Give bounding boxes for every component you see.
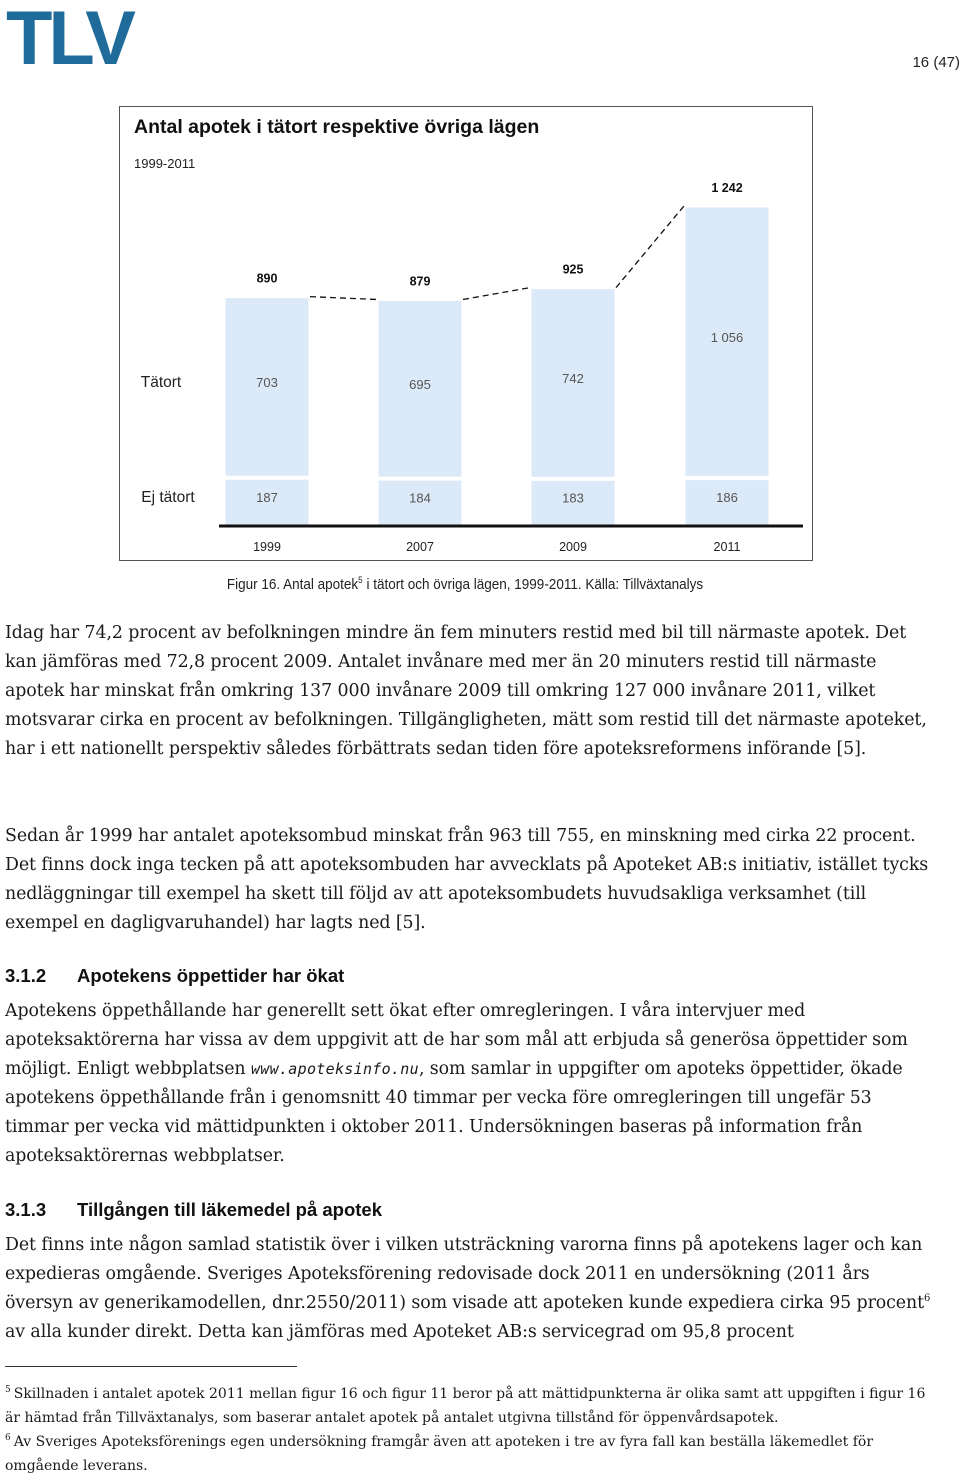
chart-subtitle: 1999-2011 (134, 156, 196, 171)
paragraph-text-start: Det finns inte någon samlad statistik över i vilken utsträckning varorna finns på apotekens lager och kan expedieras omgående. Sveriges Apoteksförening redovisade dock 2011 en undersökning (2011 års översyn av generikamodellen, dnr.2550/2011) som visade att apoteken kunde expediera cirka 95 procent (5, 1235, 924, 1313)
footnote-mark: 6 (5, 1433, 11, 1444)
footnote-mark: 5 (5, 1385, 11, 1396)
total-label: 890 (256, 271, 278, 286)
data-label: 187 (256, 489, 278, 505)
paragraph-text-end: , som samlar in uppgifter om apoteks öppettider, ökade apotekens öppethållande från i genomsnitt 40 timmar per vecka före omregleringen till ungefär 53 timmar per vecka vid mättidpunkten i oktober 2011. Undersökningen baseras på information från apoteksaktörernas webbplatser. (5, 1059, 903, 1166)
x-tick-label: 2009 (559, 540, 587, 554)
data-label: 695 (409, 377, 431, 393)
section-heading-lakemedel (5, 1199, 382, 1221)
tlv-logo (4, 4, 144, 68)
total-label: 1 242 (711, 180, 743, 195)
figure-caption (47, 576, 884, 593)
total-label: 879 (409, 274, 431, 289)
data-label: 184 (409, 490, 431, 506)
data-label: 703 (256, 375, 278, 391)
x-tick-label: 2007 (406, 540, 434, 554)
footnote-5 (5, 1382, 940, 1430)
data-label: 183 (562, 490, 584, 506)
x-tick-label: 2011 (713, 540, 741, 554)
logo-text: TLV (6, 4, 132, 68)
section-number: 3.1.3 (5, 1199, 47, 1220)
data-label: 742 (562, 371, 584, 387)
x-tick-label: 1999 (253, 540, 281, 554)
paragraph-text-end: av alla kunder direkt. Detta kan jämföras med Apoteket AB:s servicegrad om 95,8 procent (5, 1322, 794, 1342)
section-number: 3.1.2 (5, 965, 47, 986)
stacked-bar-chart (119, 106, 813, 561)
total-label: 925 (562, 262, 584, 277)
footnote-ref[interactable]: 6 (923, 1293, 931, 1305)
footnote-6 (5, 1430, 940, 1478)
page-number: 16 (47) (912, 54, 960, 71)
caption-text-end: i tätort och övriga lägen, 1999-2011. Källa: Tillväxtanalys (362, 576, 704, 593)
paragraph-oppettider (5, 997, 935, 1171)
paragraph-restid: Idag har 74,2 procent av befolkningen mindre än fem minuters restid med bil till närmaste apotek. Det kan jämföras med 72,8 procent 2009. Antalet invånare med mer än 20 minuters restid till närmaste apotek har minskat från omkring 137 000 invånare 2009 till omkring 127 000 invånare 2011, vilket motsvarar cirka en procent av befolkningen. Tillgängligheten, mätt som restid till det närmaste apoteket, har i ett nationellt perspektiv således förbättrats sedan tiden före apoteksreformens införande [5]. (5, 623, 927, 759)
connector-line (616, 206, 684, 288)
series-label-ej-tatort: Ej tätort (141, 488, 195, 506)
data-label: 186 (716, 490, 738, 506)
connector-line (463, 288, 530, 300)
series-label-tatort: Tätort (140, 374, 182, 392)
footnote-text: Skillnaden i antalet apotek 2011 mellan figur 16 och figur 11 beror på att mättidpunkterna är olika samt att uppgiften i figur 16 är hämtad från Tillväxtanalys, som baserar antalet apotek på antalet utgivna tillstånd för öppenvårdsapotek. (5, 1386, 926, 1426)
caption-footnote-ref: 5 (358, 575, 363, 585)
paragraph-lakemedel (5, 1231, 935, 1347)
data-label: 1 056 (710, 330, 744, 346)
section-title: Apotekens öppettider har ökat (77, 965, 345, 986)
connector-line (310, 297, 377, 300)
caption-text-start: Figur 16. Antal apotek (226, 576, 359, 593)
footnote-text: Av Sveriges Apoteksförenings egen undersökning framgår även att apoteken i tre av fyra fall kan beställa läkemedlet för omgående leverans. (5, 1434, 874, 1474)
paragraph-apoteksombud: Sedan år 1999 har antalet apoteksombud minskat från 963 till 755, en minskning med cirka 22 procent. Det finns dock inga tecken på att apoteksombuden har avvecklats på Apoteket AB:s initiativ, istället tycks nedläggningar till exempel ha skett till följd av att apoteksombudets huvudsakliga verksamhet (till exempel en dagligvaruhandel) har lagts ned [5]. (5, 826, 929, 933)
section-heading-oppettider (5, 965, 344, 987)
section-title: Tillgången till läkemedel på apotek (77, 1199, 382, 1220)
chart-title: Antal apotek i tätort respektive övriga lägen (134, 116, 540, 138)
footnote-divider (5, 1366, 297, 1367)
paragraph-text-start: Apotekens öppethållande har generellt sett ökat efter omregleringen. I våra intervjuer med apoteksaktörerna har vissa av dem uppgivit att de har som mål att erbjuda så generösa öppettider som möjligt. Enligt webbplatsen (5, 1001, 908, 1079)
website-link[interactable]: www.apoteksinfo.nu (250, 1060, 419, 1078)
